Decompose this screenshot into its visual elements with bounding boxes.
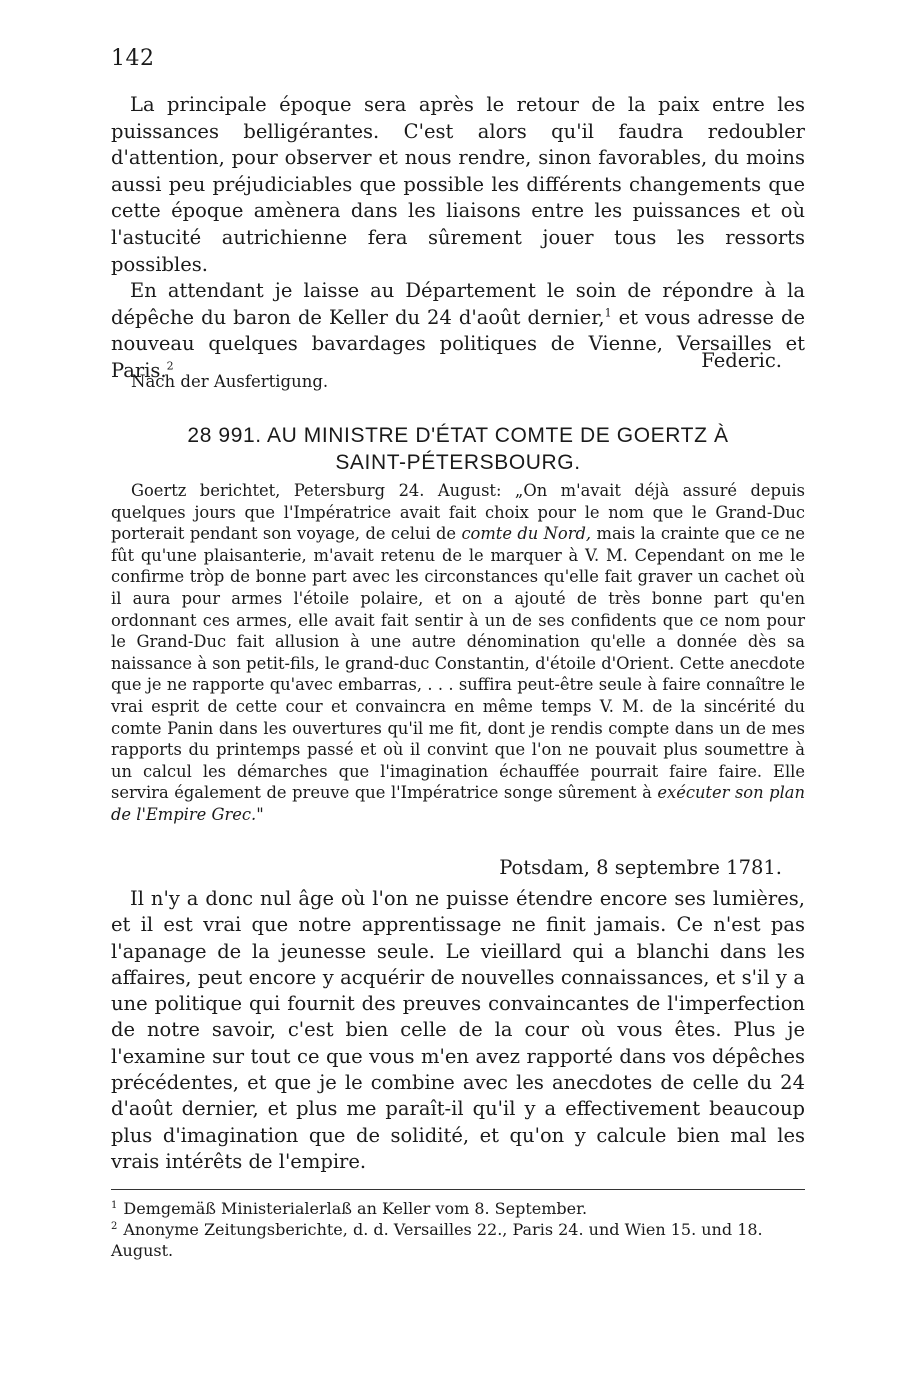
page-number: 142: [111, 46, 155, 71]
dateline: Potsdam, 8 septembre 1781.: [499, 856, 782, 879]
footnote-2-number: 2: [111, 1220, 118, 1232]
excerpt-italic-1: comte du Nord,: [461, 524, 592, 544]
source-note: Nach der Ausfertigung.: [131, 372, 329, 391]
footnote-marker-2: 2: [166, 359, 174, 373]
document-heading: [111, 422, 805, 476]
footnote-1: [111, 1198, 805, 1219]
intro-paragraph-2-text-a: En attendant je laisse au Département le soin de répondre à la dépêche du baron de Keller du 24 d'août dernier,: [111, 279, 805, 329]
footnote-2-text: Anonyme Zeitungsberichte, d. d. Versailles 22., Paris 24. und Wien 15. und 18. August.: [111, 1220, 763, 1260]
signature: Federic.: [701, 349, 782, 372]
excerpt-text-2: mais la crainte que ce ne fût qu'une plaisanterie, m'avait retenu de le marquer à V. M. Cependant on me le confirme tròp de bonne part avec les circonstances qu'elle fait graver un cachet où il aura pour armes l'étoile polaire, et on a ajouté de très bonne part qu'en ordonnant ces armes, elle avait fait sentir à un de ses confidents que ce nom pour le Grand-Duc fait allusion à une autre dénomination qu'elle a donnée dès sa naissance à son petit-fils, le grand-duc Constantin, d'étoile d'Orient. Cette anecdote que je ne rapporte qu'avec embarras, . . . suffira peut-être seule à faire connaître le vrai esprit de cette cour et convaincra en même temps V. M. de la sincérité du comte Panin dans les ouvertures qu'il me fit, dont je rendis compte dans un de mes rapports du printemps passé et où il convint que l'on ne pouvait plus soumettre à un calcul les démarches que l'imagination échauffée pourrait faire faire. Elle servira également de preuve que l'Impératrice songe sûrement à: [111, 524, 805, 803]
footnote-1-text: Demgemäß Ministerialerlaß an Keller vom 8. September.: [123, 1199, 588, 1218]
excerpt-text-3: ": [256, 804, 264, 824]
footnote-2: [111, 1219, 805, 1261]
heading-line-2: SAINT-PÉTERSBOURG.: [335, 451, 581, 474]
report-excerpt: [111, 480, 805, 826]
report-excerpt-paragraph: [111, 480, 805, 826]
letter-paragraph: Il n'y a donc nul âge où l'on ne puisse étendre encore ses lumières, et il est vrai que notre apprentissage ne finit jamais. Ce n'est pas l'apanage de la jeunesse seule. Le vieillard qui a blanchi dans les affaires, peut encore y acquérir de nouvelles connaissances, et s'il y a une politique qui fournit des preuves convaincantes de l'imperfection de notre savoir, c'est bien celle de la cour où vous êtes. Plus je l'examine sur tout ce que vous m'en avez rapporté dans vos dépêches précédentes, et que je le combine avec les anecdotes de celle du 24 d'août dernier, et plus me paraît-il qu'il y a effectivement beaucoup plus d'imagination que de solidité, et qu'on y calcule bien mal les vrais intérêts de l'empire.: [111, 887, 805, 1173]
footnotes: [111, 1198, 805, 1261]
excerpt-text-1: Goertz berichtet, Petersburg 24. August: „On m'avait déjà assuré depuis quelques jours que l'Impératrice avait fait choix pour le nom que le Grand-Duc porterait pendant son voyage, de celui de: [111, 481, 805, 544]
heading-line-1: 28 991. AU MINISTRE D'ÉTAT COMTE DE GOERTZ À: [187, 424, 729, 447]
footnote-marker-1: 1: [604, 306, 612, 320]
letter-body: [111, 886, 805, 1175]
footnote-1-number: 1: [111, 1199, 118, 1211]
intro-paragraph-1: La principale époque sera après le retour de la paix entre les puissances belligérantes. C'est alors qu'il faudra redoubler d'attention, pour observer et nous rendre, sinon favorables, du moins aussi peu préjudiciables que possible les différents changements que cette époque amènera dans les liaisons entre les puissances et où l'astucité autrichienne fera sûrement jouer tous les ressorts possibles.: [111, 93, 805, 276]
intro-section: [111, 92, 805, 385]
intro-paragraph-2-text-b: et vous adresse de nouveau quelques bavardages politiques de Vienne, Versailles et Paris.: [111, 305, 805, 382]
excerpt-italic-2: exécuter son plan de l'Empire Grec.: [111, 783, 805, 824]
footnote-divider: [111, 1189, 805, 1190]
